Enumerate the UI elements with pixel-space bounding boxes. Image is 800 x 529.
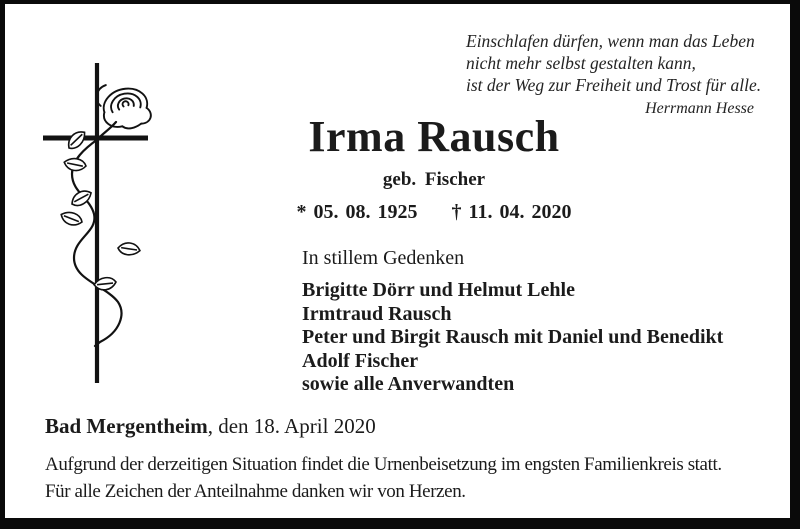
memorial-block <box>302 246 723 397</box>
quote-line: Einschlafen dürfen, wenn man das Leben <box>466 31 755 51</box>
quote-line: ist der Weg zur Freiheit und Trost für alle. <box>466 75 762 95</box>
notice-line: Für alle Zeichen der Anteilnahme danken wir von Herzen. <box>45 481 466 502</box>
cross-with-rose-icon <box>22 42 172 392</box>
mourner-line: Irmtraud Rausch <box>302 302 452 325</box>
place-name: Bad Mergentheim <box>45 414 208 438</box>
mourner-line: sowie alle Anverwandten <box>302 373 515 395</box>
life-dates <box>288 201 580 224</box>
cross-rose-illustration <box>22 42 172 392</box>
deceased-header <box>288 114 580 224</box>
mourner-line: Peter und Birgit Rausch mit Daniel und Benedikt <box>302 326 724 348</box>
deceased-name: Irma Rausch <box>308 112 560 161</box>
quote-attribution: Herrmann Hesse <box>645 100 754 117</box>
maiden-name: geb. Fischer <box>382 169 486 190</box>
memorial-quote <box>466 30 762 120</box>
mourner-line: Brigitte Dörr und Helmut Lehle <box>302 279 575 301</box>
memorial-intro: In stillem Gedenken <box>302 247 465 269</box>
place-and-date <box>45 414 376 439</box>
mourner-line: Adolf Fischer <box>302 349 419 372</box>
birth-date: * 05. 08. 1925 <box>296 201 418 223</box>
death-date: † 11. 04. 2020 <box>451 201 572 223</box>
funeral-notice <box>45 451 722 505</box>
date-text: , den 18. April 2020 <box>207 414 376 438</box>
notice-line: Aufgrund der derzeitigen Situation findet die Urnenbeisetzung im engsten Familienkreis statt. <box>45 454 722 475</box>
quote-line: nicht mehr selbst gestalten kann, <box>466 53 696 73</box>
